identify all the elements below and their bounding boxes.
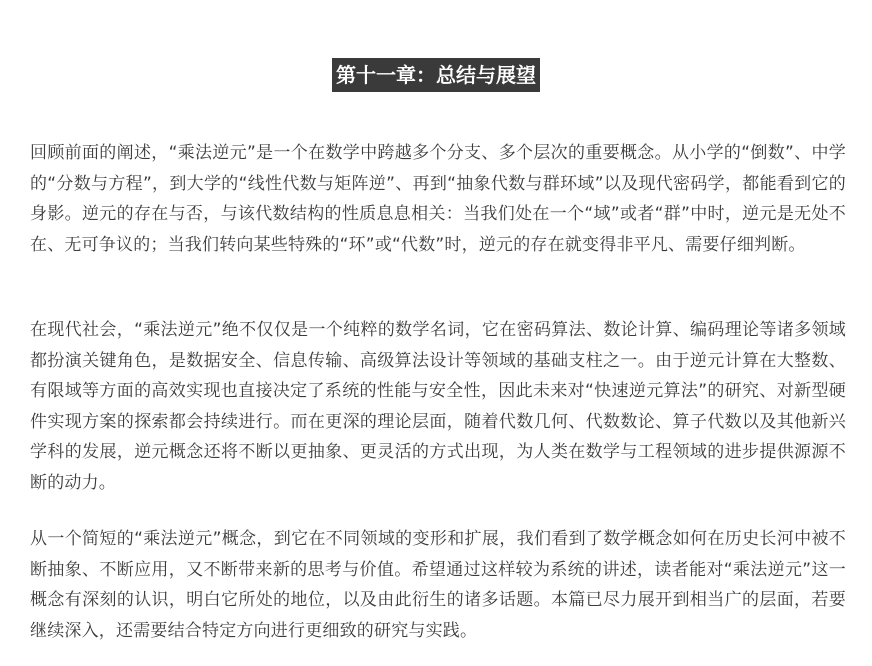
chapter-title: 第十一章：总结与展望 xyxy=(332,58,540,92)
paragraph-conclusion: 从一个简短的“乘法逆元”概念，到它在不同领域的变形和扩展，我们看到了数学概念如何在历史长河中被不断抽象、不断应用，又不断带来新的思考与价值。希望通过这样较为系统的讲述，读者能对“乘法逆元”这一概念有深刻的认识，明白它所处的地位，以及由此衍生的诸多话题。本篇已尽力展开到相当广的层面，若要继续深入，还需要结合特定方向进行更细致的研究与实践。 xyxy=(30,529,846,641)
paragraph-summary: 回顾前面的阐述，“乘法逆元”是一个在数学中跨越多个分支、多个层次的重要概念。从小学的“倒数”、中学的“分数与方程”，到大学的“线性代数与矩阵逆”、再到“抽象代数与群环域”以及现代密码学，都能看到它的身影。逆元的存在与否，与该代数结构的性质息息相关：当我们处在一个“域”或者“群”中时，逆元是无处不在、无可争议的；当我们转向某些特殊的“环”或“代数”时，逆元的存在就变得非平凡、需要仔细判断。 xyxy=(30,143,846,255)
paragraph-modern-applications: 在现代社会，“乘法逆元”绝不仅仅是一个纯粹的数学名词，它在密码算法、数论计算、编码理论等诸多领域都扮演关键角色，是数据安全、信息传输、高级算法设计等领域的基础支柱之一。由于逆元计算在大整数、有限域等方面的高效实现也直接决定了系统的性能与安全性，因此未来对“快速逆元算法”的研究、对新型硬件实现方案的探索都会持续进行。而在更深的理论层面，随着代数几何、代数数论、算子代数以及其他新兴学科的发展，逆元概念还将不断以更抽象、更灵活的方式出现，为人类在数学与工程领域的进步提供源源不断的动力。 xyxy=(30,320,846,493)
chapter-heading-container xyxy=(0,58,872,92)
